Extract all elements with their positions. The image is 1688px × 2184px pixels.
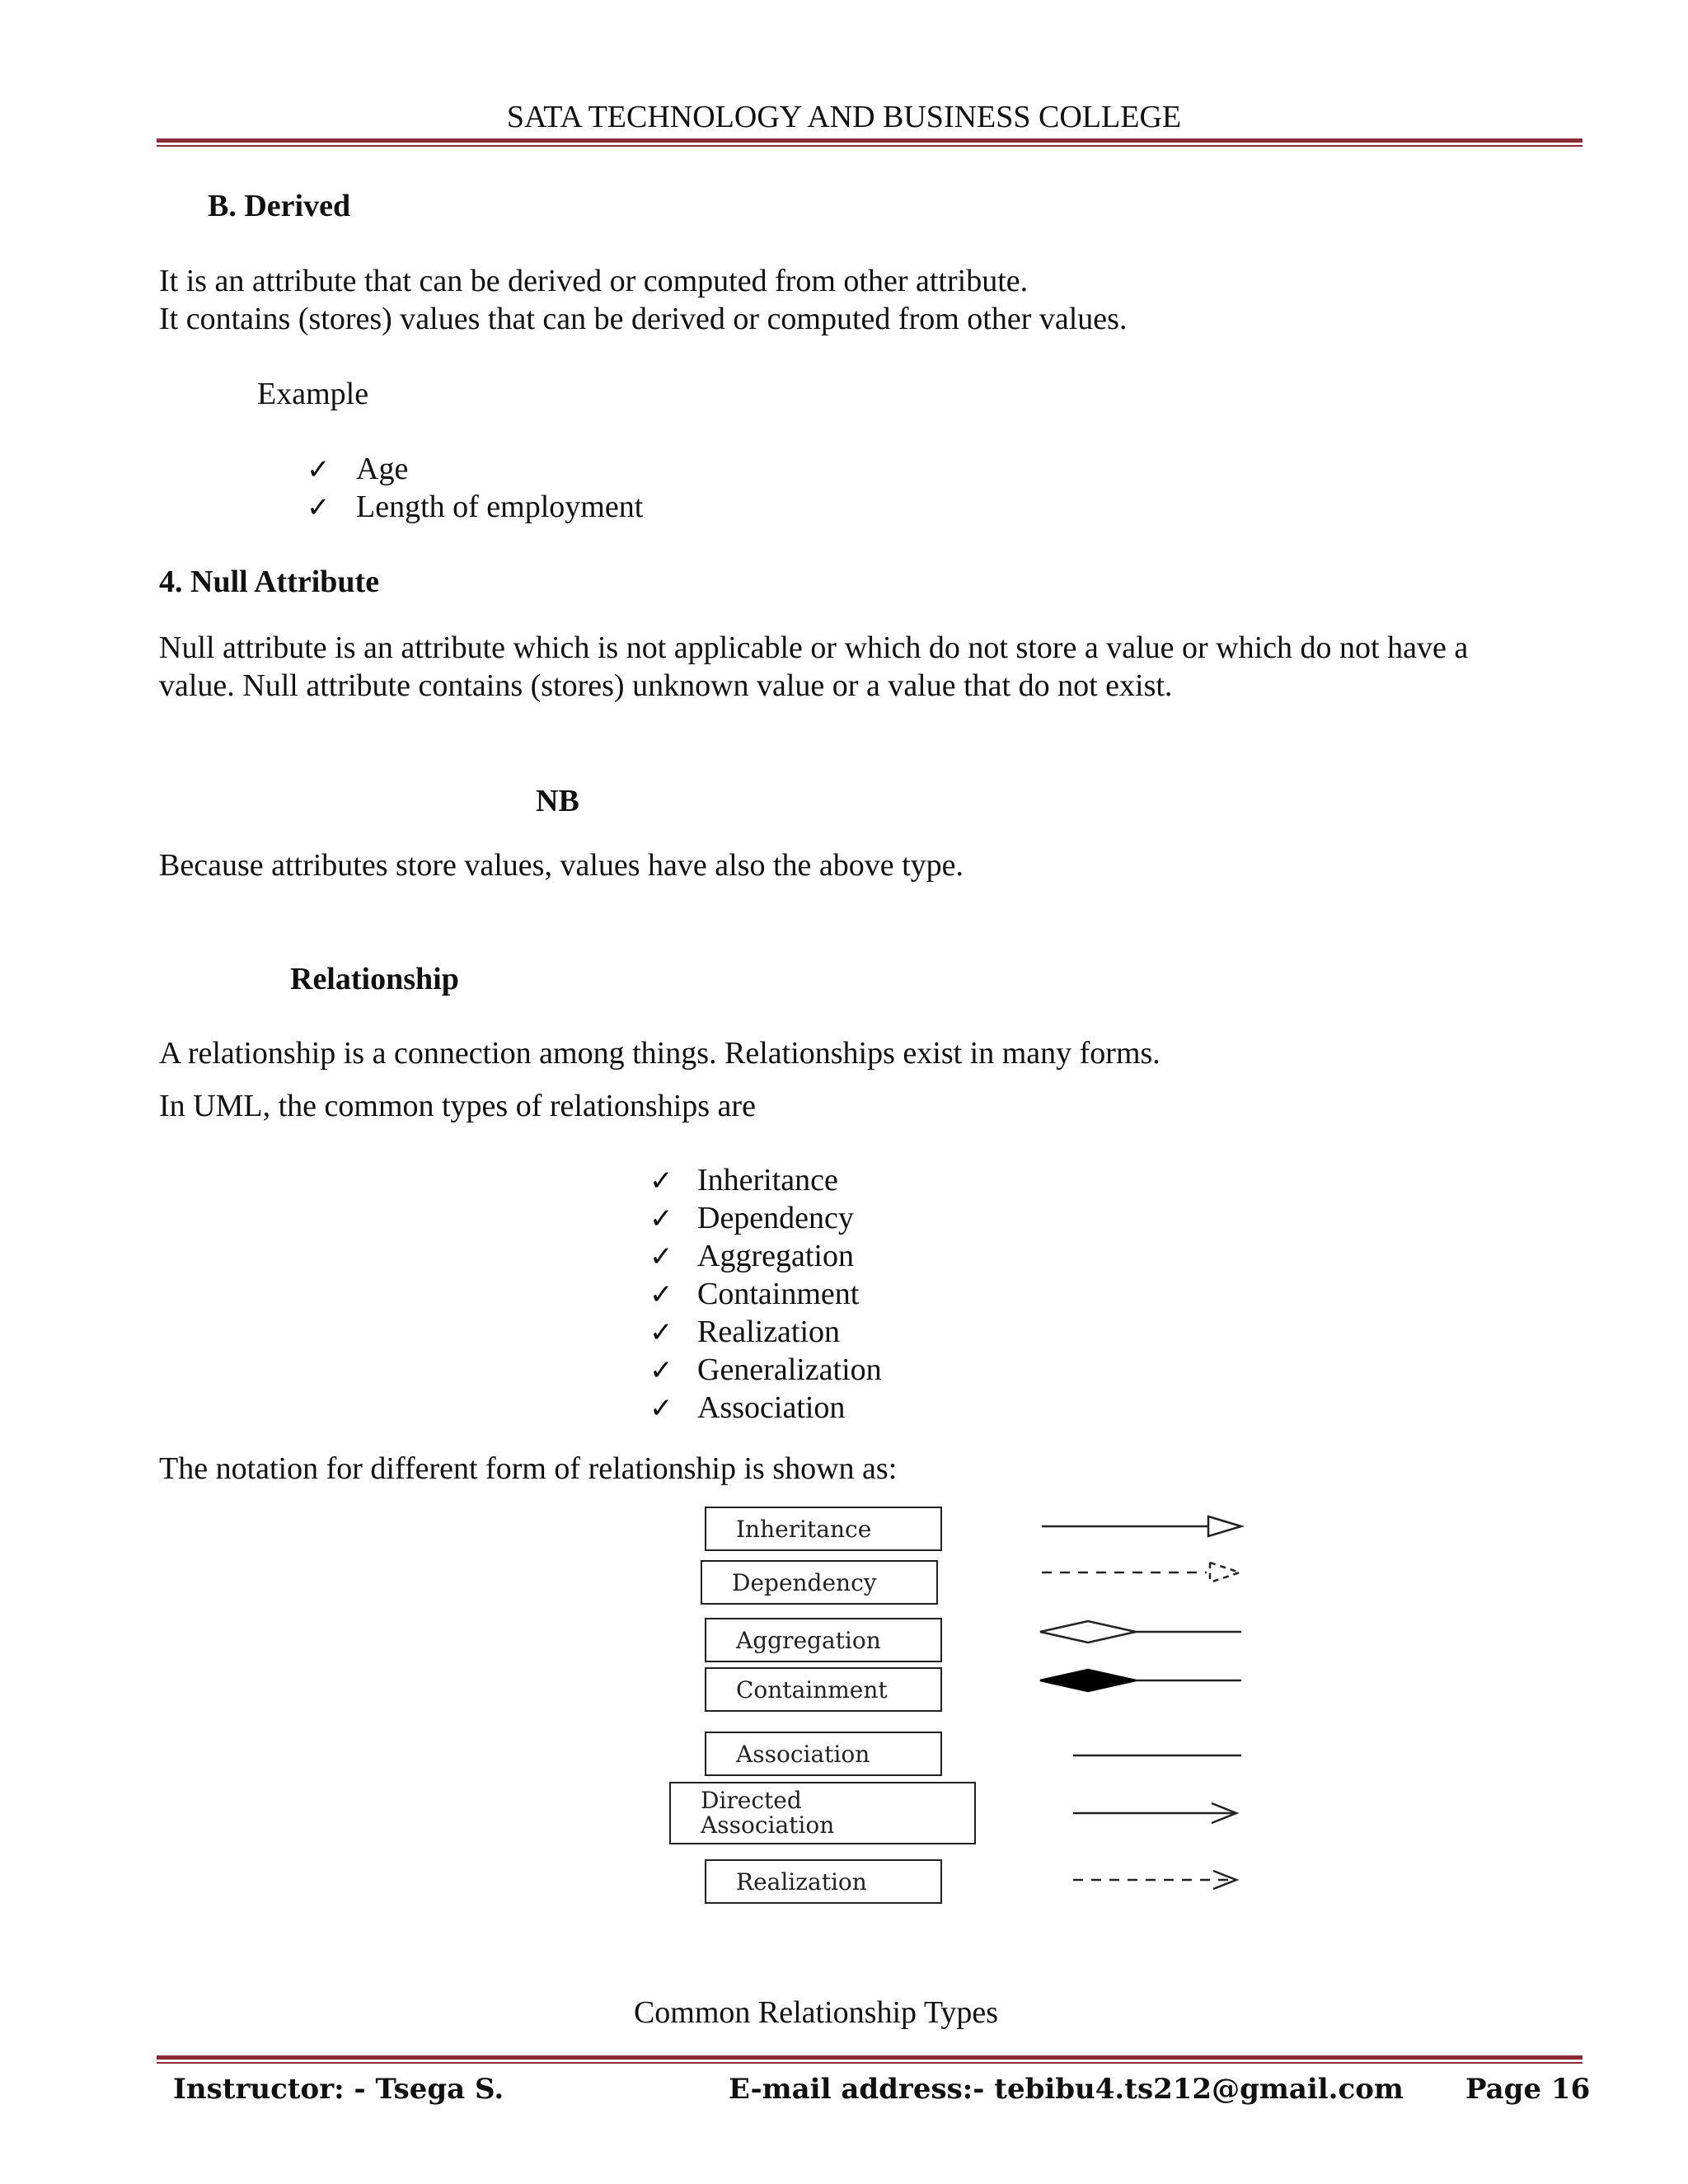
realization-arrow-icon	[1073, 1871, 1236, 1889]
list-item	[649, 1276, 673, 1313]
section-heading-derived: B. Derived	[208, 189, 351, 223]
checkmark-icon: ✓	[649, 1354, 673, 1387]
checkmark-icon: ✓	[649, 1165, 673, 1197]
list-item-label: Containment	[697, 1277, 860, 1311]
inheritance-arrow-icon	[1042, 1516, 1241, 1536]
uml-label-association: Association	[705, 1732, 942, 1776]
section-heading-relationship: Relationship	[290, 962, 459, 996]
uml-label-inheritance: Inheritance	[705, 1507, 942, 1551]
list-item-label: Association	[697, 1390, 846, 1425]
uml-label-aggregation: Aggregation	[705, 1618, 942, 1662]
footer-rule-thick	[157, 2055, 1582, 2060]
aggregation-diamond-icon	[1040, 1621, 1241, 1643]
uml-label-dependency: Dependency	[701, 1560, 938, 1605]
paragraph-line: In UML, the common types of relationships are	[159, 1089, 756, 1123]
dependency-arrow-icon	[1042, 1563, 1240, 1582]
list-item-label: Length of employment	[356, 490, 644, 524]
checkmark-icon: ✓	[307, 453, 331, 486]
uml-label-containment: Containment	[705, 1667, 942, 1712]
section-heading-null-attribute: 4. Null Attribute	[159, 565, 380, 599]
list-item-label: Inheritance	[697, 1163, 838, 1197]
list-item-label: Realization	[697, 1315, 841, 1349]
paragraph-line: Null attribute is an attribute which is not applicable or which do not store a value or which do not have a	[159, 630, 1469, 665]
containment-diamond-icon	[1040, 1670, 1241, 1691]
header-rule-thin	[157, 145, 1582, 147]
list-item	[307, 489, 331, 526]
list-item	[649, 1162, 673, 1199]
example-label: Example	[257, 377, 369, 411]
footer-instructor: Instructor: - Tsega S.	[173, 2073, 504, 2106]
list-item-label: Dependency	[697, 1201, 854, 1235]
list-item	[307, 451, 331, 488]
paragraph-line: A relationship is a connection among things. Relationships exist in many forms.	[159, 1036, 1160, 1071]
checkmark-icon: ✓	[649, 1316, 673, 1349]
footer-page-number: Page 16	[1465, 2073, 1591, 2106]
checkmark-icon: ✓	[649, 1392, 673, 1425]
checkmark-icon: ✓	[649, 1240, 673, 1273]
list-item	[649, 1200, 673, 1237]
page-header-title: SATA TECHNOLOGY AND BUSINESS COLLEGE	[506, 100, 1182, 134]
list-item-label: Generalization	[697, 1352, 882, 1387]
paragraph-line: value. Null attribute contains (stores) unknown value or a value that do not exist.	[159, 668, 1173, 703]
footer-rule-thin	[157, 2062, 1582, 2064]
list-item	[649, 1238, 673, 1275]
paragraph-line: The notation for different form of relationship is shown as:	[159, 1451, 898, 1486]
checkmark-icon: ✓	[307, 491, 331, 524]
nb-heading: NB	[536, 784, 579, 818]
uml-label-directed-association: Directed Association	[669, 1782, 976, 1844]
list-item-label: Age	[356, 452, 409, 486]
paragraph-line: It contains (stores) values that can be derived or computed from other values.	[159, 302, 1128, 336]
list-item-label: Aggregation	[697, 1239, 854, 1273]
checkmark-icon: ✓	[649, 1278, 673, 1311]
list-item	[649, 1314, 673, 1351]
uml-label-realization: Realization	[705, 1859, 942, 1904]
header-rule-thick	[157, 138, 1582, 143]
paragraph-line: It is an attribute that can be derived or computed from other attribute.	[159, 264, 1029, 298]
figure-caption: Common Relationship Types	[633, 1995, 999, 2030]
checkmark-icon: ✓	[649, 1202, 673, 1235]
paragraph-line: Because attributes store values, values have also the above type.	[159, 848, 964, 883]
directed-association-arrow-icon	[1073, 1803, 1236, 1823]
list-item	[649, 1390, 673, 1427]
list-item	[649, 1352, 673, 1389]
footer-email: E-mail address:- tebibu4.ts212@gmail.com	[729, 2073, 1404, 2106]
uml-notation-lines	[1030, 1500, 1261, 1912]
